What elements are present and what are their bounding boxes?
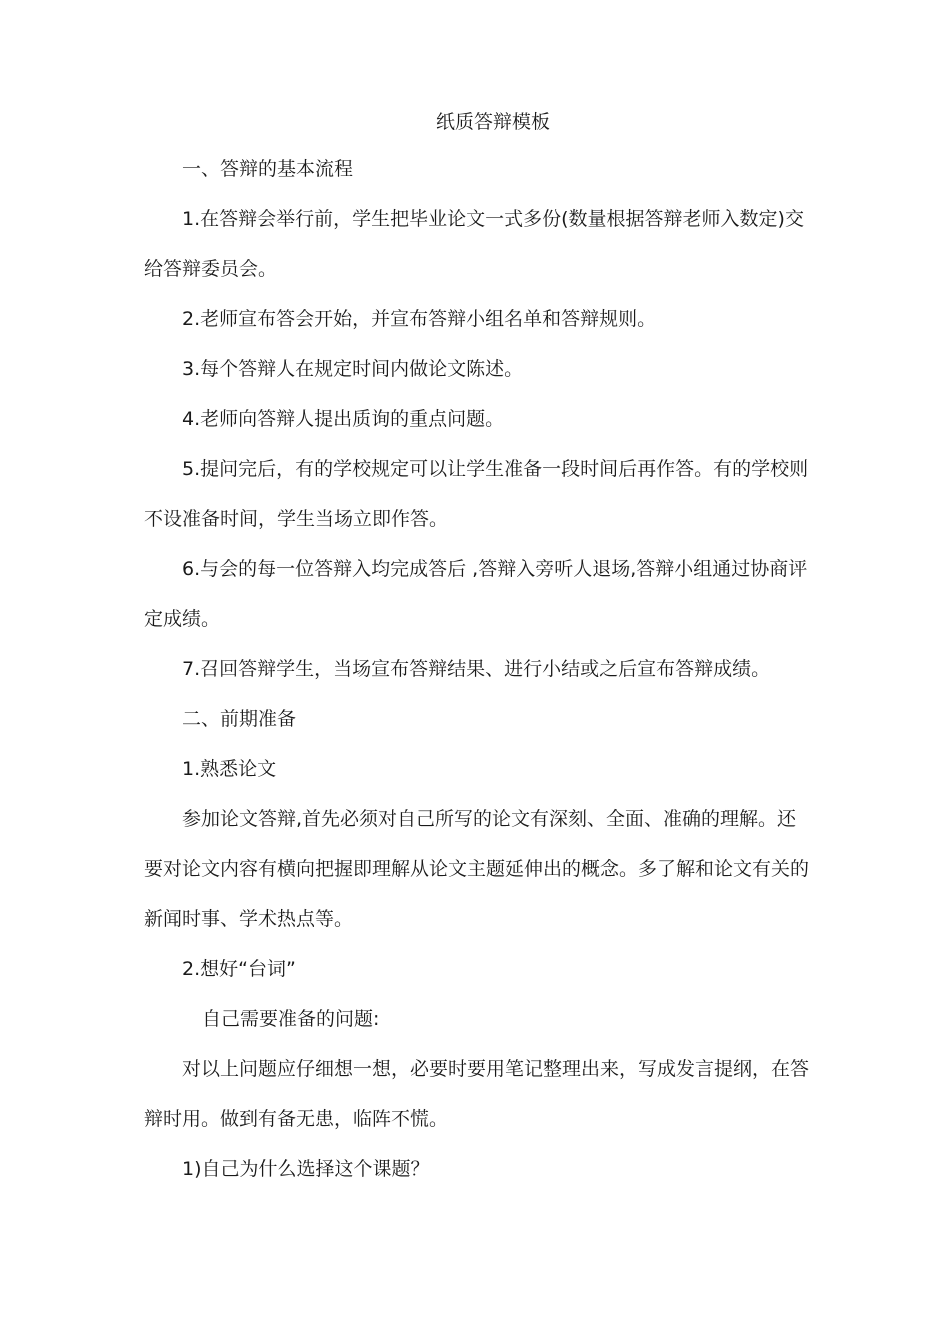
paragraph-step-3: 3.每个答辩人在规定时间内做论文陈述。 [182, 358, 524, 380]
section-heading-process: 一、答辩的基本流程 [182, 158, 354, 180]
paragraph-step-1: 1.在答辩会举行前，学生把毕业论文一式多份(数量根据答辩老师入数定)交给答辩委员会。 [144, 208, 804, 280]
paragraph-questions-intro: 自己需要准备的问题: [202, 1008, 380, 1030]
paragraph-step-7: 7.召回答辩学生，当场宣布答辩结果、进行小结或之后宣布答辩成绩。 [182, 658, 771, 680]
paragraph-familiarize: 参加论文答辩,首先必须对自己所写的论文有深刻、全面、准确的理解。还要对论文内容有横向把握即理解从论文主题延伸出的概念。多了解和论文有关的新闻时事、学术热点等。 [144, 808, 810, 930]
document-body [144, 100, 812, 1194]
subheading-lines: 2.想好“台词” [182, 958, 296, 980]
document-title: 纸质答辩模板 [435, 111, 550, 133]
list-item-question-1: 1)自己为什么选择这个课题？ [182, 1158, 430, 1180]
paragraph-step-5: 5.提问完后，有的学校规定可以让学生准备一段时间后再作答。有的学校则不设准备时间，学生当场立即作答。 [144, 458, 809, 530]
paragraph-prepare-notes: 对以上问题应仔细想一想，必要时要用笔记整理出来，写成发言提纲，在答辩时用。做到有备无患，临阵不慌。 [144, 1058, 810, 1130]
paragraph-step-4: 4.老师向答辩人提出质询的重点问题。 [182, 408, 505, 430]
paragraph-step-6: 6.与会的每一位答辩入均完成答后 ,答辩入旁听人退场,答辩小组通过协商评定成绩。 [144, 558, 808, 630]
subheading-familiarize: 1.熟悉论文 [182, 758, 277, 780]
paragraph-step-2: 2.老师宣布答会开始，并宣布答辩小组名单和答辩规则。 [182, 308, 657, 330]
section-heading-preparation: 二、前期准备 [182, 708, 297, 730]
